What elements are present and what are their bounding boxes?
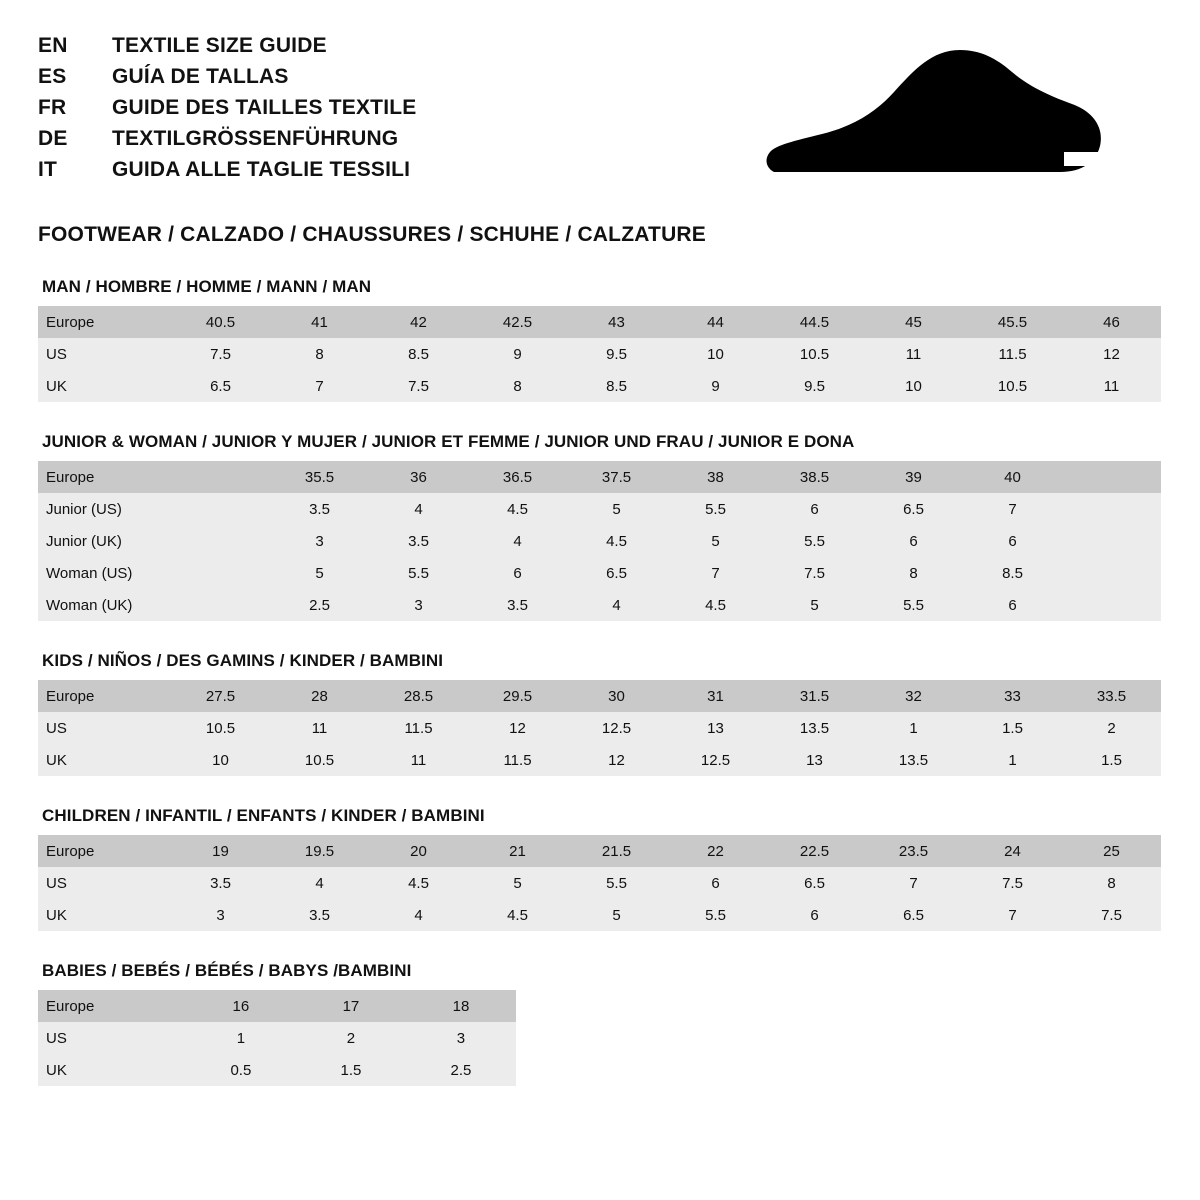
- language-code: FR: [38, 96, 67, 119]
- cell: 12: [567, 744, 666, 776]
- cell: 31.5: [765, 680, 864, 712]
- cell: 4: [468, 525, 567, 557]
- cell: [171, 493, 270, 525]
- cell: 10: [666, 338, 765, 370]
- table-row: [38, 589, 1161, 621]
- cell: 22.5: [765, 835, 864, 867]
- cell: 1.5: [963, 712, 1062, 744]
- cell: 40.5: [171, 306, 270, 338]
- category-heading: FOOTWEAR / CALZADO / CHAUSSURES / SCHUHE / CALZATURE: [38, 223, 707, 246]
- cell: 3.5: [270, 899, 369, 931]
- cell: 10: [864, 370, 963, 402]
- cell: 39: [864, 461, 963, 493]
- language-list: [38, 34, 416, 189]
- cell: 3.5: [171, 867, 270, 899]
- cell: 3.5: [270, 493, 369, 525]
- cell: 8: [864, 557, 963, 589]
- language-title: GUÍA DE TALLAS: [112, 65, 289, 88]
- cell: [1062, 589, 1161, 621]
- cell: 1.5: [296, 1054, 406, 1086]
- cell: 25: [1062, 835, 1161, 867]
- cell: 5: [567, 899, 666, 931]
- section-junior-woman: [38, 432, 1162, 621]
- cell: 38: [666, 461, 765, 493]
- cell: 7.5: [765, 557, 864, 589]
- cell: 6: [864, 525, 963, 557]
- cell: 4.5: [468, 899, 567, 931]
- cell: 9.5: [765, 370, 864, 402]
- table-row: [38, 461, 1161, 493]
- row-label: Europe: [38, 990, 186, 1022]
- cell: 13: [765, 744, 864, 776]
- cell: 6: [963, 589, 1062, 621]
- language-code: EN: [38, 34, 68, 57]
- cell: 7: [963, 899, 1062, 931]
- cell: 21.5: [567, 835, 666, 867]
- cell: 4: [270, 867, 369, 899]
- section-title: BABIES / BEBÉS / BÉBÉS / BABYS /BAMBINI: [42, 961, 412, 980]
- cell: 7: [963, 493, 1062, 525]
- language-row: [38, 158, 416, 182]
- cell: 24: [963, 835, 1062, 867]
- cell: 12.5: [567, 712, 666, 744]
- table-row: [38, 525, 1161, 557]
- cell: 8.5: [567, 370, 666, 402]
- cell: [171, 525, 270, 557]
- row-label: US: [38, 338, 171, 370]
- cell: 5: [765, 589, 864, 621]
- cell: 5.5: [765, 525, 864, 557]
- cell: 5.5: [864, 589, 963, 621]
- cell: 11.5: [468, 744, 567, 776]
- size-table-man: [38, 306, 1161, 402]
- table-row: [38, 744, 1161, 776]
- language-code: DE: [38, 127, 68, 150]
- cell: 2.5: [406, 1054, 516, 1086]
- cell: 5.5: [369, 557, 468, 589]
- cell: 6: [765, 899, 864, 931]
- cell: 5.5: [567, 867, 666, 899]
- section-title: CHILDREN / INFANTIL / ENFANTS / KINDER / BAMBINI: [42, 806, 485, 825]
- cell: 32: [864, 680, 963, 712]
- cell: 8.5: [963, 557, 1062, 589]
- page-header: [38, 34, 1162, 189]
- section-man: [38, 277, 1162, 402]
- cell: 1: [963, 744, 1062, 776]
- cell: 30: [567, 680, 666, 712]
- cell: 40: [963, 461, 1062, 493]
- size-table-kids: [38, 680, 1161, 776]
- row-label: US: [38, 712, 171, 744]
- row-label: Junior (UK): [38, 525, 171, 557]
- cell: 1: [864, 712, 963, 744]
- cell: 4.5: [666, 589, 765, 621]
- language-title: GUIDA ALLE TAGLIE TESSILI: [112, 158, 411, 181]
- cell: 10.5: [765, 338, 864, 370]
- row-label: Woman (UK): [38, 589, 171, 621]
- cell: 4.5: [567, 525, 666, 557]
- cell: 11: [270, 712, 369, 744]
- cell: 4: [369, 899, 468, 931]
- language-row: [38, 65, 416, 89]
- cell: 10.5: [270, 744, 369, 776]
- cell: 12.5: [666, 744, 765, 776]
- cell: 8: [270, 338, 369, 370]
- table-row: [38, 712, 1161, 744]
- cell: 9.5: [567, 338, 666, 370]
- cell: 35.5: [270, 461, 369, 493]
- cell: 23.5: [864, 835, 963, 867]
- cell: 2.5: [270, 589, 369, 621]
- section-title: JUNIOR & WOMAN / JUNIOR Y MUJER / JUNIOR ET FEMME / JUNIOR UND FRAU / JUNIOR E DONA: [42, 432, 855, 451]
- cell: 3: [270, 525, 369, 557]
- row-label: Junior (US): [38, 493, 171, 525]
- cell: 4.5: [369, 867, 468, 899]
- cell: 19.5: [270, 835, 369, 867]
- cell: 3.5: [468, 589, 567, 621]
- cell: 36.5: [468, 461, 567, 493]
- cell: 12: [468, 712, 567, 744]
- section-title: KIDS / NIÑOS / DES GAMINS / KINDER / BAMBINI: [42, 651, 444, 670]
- cell: 1.5: [1062, 744, 1161, 776]
- table-row: [38, 1054, 516, 1086]
- row-label: Europe: [38, 461, 171, 493]
- cell: [1062, 557, 1161, 589]
- cell: 44.5: [765, 306, 864, 338]
- cell: 8: [1062, 867, 1161, 899]
- cell: 0.5: [186, 1054, 296, 1086]
- cell: 37.5: [567, 461, 666, 493]
- cell: 6: [963, 525, 1062, 557]
- row-label: UK: [38, 744, 171, 776]
- cell: 8: [468, 370, 567, 402]
- language-title: TEXTILGRÖSSENFÜHRUNG: [112, 127, 399, 150]
- cell: 11.5: [369, 712, 468, 744]
- cell: [1062, 525, 1161, 557]
- cell: 6.5: [864, 493, 963, 525]
- cell: 6: [666, 867, 765, 899]
- cell: 29.5: [468, 680, 567, 712]
- row-label: Europe: [38, 306, 171, 338]
- cell: 6: [468, 557, 567, 589]
- cell: 11: [369, 744, 468, 776]
- row-label: Europe: [38, 680, 171, 712]
- cell: 33.5: [1062, 680, 1161, 712]
- cell: 42.5: [468, 306, 567, 338]
- section-children: [38, 806, 1162, 931]
- size-table-junior-woman: [38, 461, 1161, 621]
- cell: 45.5: [963, 306, 1062, 338]
- cell: 38.5: [765, 461, 864, 493]
- cell: 10.5: [963, 370, 1062, 402]
- cell: 21: [468, 835, 567, 867]
- table-row: [38, 835, 1161, 867]
- cell: 2: [1062, 712, 1161, 744]
- row-label: UK: [38, 370, 171, 402]
- row-label: Europe: [38, 835, 171, 867]
- cell: 6.5: [765, 867, 864, 899]
- cell: 16: [186, 990, 296, 1022]
- cell: 4.5: [468, 493, 567, 525]
- table-row: [38, 338, 1161, 370]
- cell: 10: [171, 744, 270, 776]
- cell: 3: [171, 899, 270, 931]
- row-label: Woman (US): [38, 557, 171, 589]
- cell: 33: [963, 680, 1062, 712]
- cell: 4: [567, 589, 666, 621]
- table-row: [38, 680, 1161, 712]
- cell: 5: [567, 493, 666, 525]
- cell: 12: [1062, 338, 1161, 370]
- cell: 36: [369, 461, 468, 493]
- size-table-babies: [38, 990, 516, 1086]
- table-row: [38, 1022, 516, 1054]
- language-title: TEXTILE SIZE GUIDE: [112, 34, 327, 57]
- table-row: [38, 370, 1161, 402]
- cell: 1: [186, 1022, 296, 1054]
- cell: 6.5: [567, 557, 666, 589]
- cell: 6.5: [864, 899, 963, 931]
- cell: 11.5: [963, 338, 1062, 370]
- cell: 13.5: [864, 744, 963, 776]
- cell: 22: [666, 835, 765, 867]
- cell: 28.5: [369, 680, 468, 712]
- cell: 41: [270, 306, 369, 338]
- section-title: MAN / HOMBRE / HOMME / MANN / MAN: [42, 277, 372, 296]
- table-row: [38, 493, 1161, 525]
- cell: 7: [666, 557, 765, 589]
- cell: 31: [666, 680, 765, 712]
- cell: 5: [270, 557, 369, 589]
- row-label: US: [38, 867, 171, 899]
- table-row: [38, 867, 1161, 899]
- section-kids: [38, 651, 1162, 776]
- language-row: [38, 127, 416, 151]
- cell: 46: [1062, 306, 1161, 338]
- cell: 7.5: [1062, 899, 1161, 931]
- table-row: [38, 306, 1161, 338]
- cell: 7.5: [171, 338, 270, 370]
- cell: 45: [864, 306, 963, 338]
- cell: [171, 589, 270, 621]
- cell: 5: [666, 525, 765, 557]
- cell: 3: [406, 1022, 516, 1054]
- cell: 4: [369, 493, 468, 525]
- cell: 27.5: [171, 680, 270, 712]
- cell: 13.5: [765, 712, 864, 744]
- cell: [1062, 493, 1161, 525]
- cell: 5: [468, 867, 567, 899]
- cell: [171, 557, 270, 589]
- cell: 18: [406, 990, 516, 1022]
- cell: 11: [864, 338, 963, 370]
- cell: 7.5: [963, 867, 1062, 899]
- cell: 6.5: [171, 370, 270, 402]
- size-table-children: [38, 835, 1161, 931]
- language-code: IT: [38, 158, 58, 181]
- cell: 43: [567, 306, 666, 338]
- table-row: [38, 899, 1161, 931]
- cell: 5.5: [666, 899, 765, 931]
- cell: 7.5: [369, 370, 468, 402]
- row-label: US: [38, 1022, 186, 1054]
- cell: [171, 461, 270, 493]
- cell: 19: [171, 835, 270, 867]
- cell: 10.5: [171, 712, 270, 744]
- cell: 44: [666, 306, 765, 338]
- row-label: UK: [38, 1054, 186, 1086]
- cell: 20: [369, 835, 468, 867]
- cell: 7: [270, 370, 369, 402]
- cell: 2: [296, 1022, 406, 1054]
- cell: 7: [864, 867, 963, 899]
- cell: 17: [296, 990, 406, 1022]
- table-row: [38, 557, 1161, 589]
- cell: 6: [765, 493, 864, 525]
- cell: 8.5: [369, 338, 468, 370]
- cell: 9: [666, 370, 765, 402]
- table-row: [38, 990, 516, 1022]
- row-label: UK: [38, 899, 171, 931]
- cell: [1062, 461, 1161, 493]
- dress-shoe-icon: [764, 48, 1104, 183]
- cell: 13: [666, 712, 765, 744]
- section-babies: [38, 961, 1162, 1086]
- cell: 3: [369, 589, 468, 621]
- language-row: [38, 96, 416, 120]
- cell: 5.5: [666, 493, 765, 525]
- language-code: ES: [38, 65, 67, 88]
- cell: 9: [468, 338, 567, 370]
- cell: 11: [1062, 370, 1161, 402]
- cell: 42: [369, 306, 468, 338]
- language-title: GUIDE DES TAILLES TEXTILE: [112, 96, 417, 119]
- cell: 28: [270, 680, 369, 712]
- language-row: [38, 34, 416, 58]
- cell: 3.5: [369, 525, 468, 557]
